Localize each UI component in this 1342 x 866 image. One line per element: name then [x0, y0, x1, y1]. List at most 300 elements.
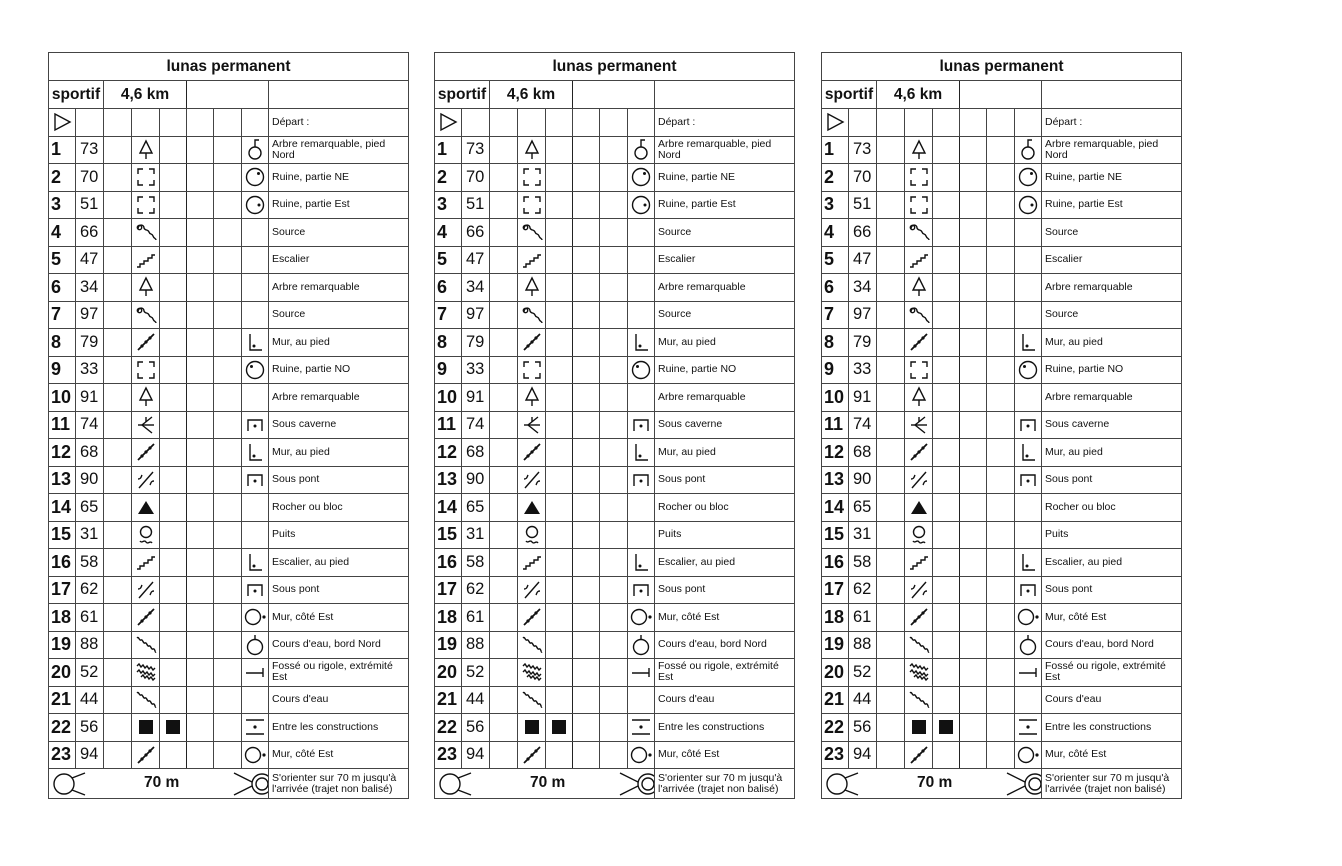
header-blank: [187, 81, 269, 109]
empty-cell: [490, 604, 518, 632]
control-code: 44: [462, 686, 490, 714]
control-number: 19: [435, 631, 462, 659]
empty-cell: [546, 109, 573, 137]
empty-cell: [214, 439, 242, 467]
control-row: [435, 439, 795, 467]
control-number: 1: [435, 136, 462, 164]
empty-cell: [573, 329, 600, 357]
symbol-cell: [628, 164, 655, 192]
empty-cell: [877, 384, 905, 412]
control-number: 23: [49, 741, 76, 769]
control-row: [822, 466, 1182, 494]
nw-part-icon: [1015, 359, 1041, 381]
empty-cell: [573, 384, 600, 412]
empty-cell: [546, 439, 573, 467]
control-row: [49, 659, 409, 687]
symbol-cell: [905, 191, 933, 219]
empty-cell: [490, 329, 518, 357]
control-row: [435, 356, 795, 384]
empty-cell: [960, 411, 987, 439]
control-code: 70: [849, 164, 877, 192]
empty-cell: [600, 191, 628, 219]
empty-cell: [987, 494, 1015, 522]
stairway-icon: [905, 552, 932, 572]
control-row: [822, 576, 1182, 604]
control-row: [435, 714, 795, 742]
empty-cell: [600, 714, 628, 742]
empty-cell: [573, 439, 600, 467]
symbol-cell: [628, 631, 655, 659]
control-description: Escalier: [655, 246, 795, 274]
empty-cell: [187, 274, 214, 302]
control-number: 13: [49, 466, 76, 494]
empty-cell: [187, 136, 214, 164]
start-cell: [822, 109, 849, 137]
control-description: Arbre remarquable: [655, 274, 795, 302]
empty-cell: [600, 521, 628, 549]
empty-cell: [546, 576, 573, 604]
symbol-cell: [518, 301, 546, 329]
control-number: 16: [49, 549, 76, 577]
control-row: [822, 136, 1182, 164]
empty-cell: [160, 384, 187, 412]
control-code: 58: [462, 549, 490, 577]
control-number: 12: [49, 439, 76, 467]
empty-cell: [960, 246, 987, 274]
watercourse-icon: [132, 689, 159, 711]
empty-cell: [104, 136, 132, 164]
wall-icon: [518, 744, 545, 766]
control-description: Sous caverne: [269, 411, 409, 439]
symbol-cell: [1015, 659, 1042, 687]
empty-cell: [573, 246, 600, 274]
symbol-cell: [132, 356, 160, 384]
empty-cell: [160, 136, 187, 164]
control-description: Sous caverne: [1042, 411, 1182, 439]
tree-icon: [905, 139, 932, 161]
empty-cell: [187, 329, 214, 357]
control-number: 20: [49, 659, 76, 687]
empty-cell: [214, 411, 242, 439]
empty-cell: [242, 219, 269, 247]
empty-cell: [214, 659, 242, 687]
well-icon: [905, 524, 932, 546]
empty-cell: [877, 741, 905, 769]
control-row: [49, 631, 409, 659]
empty-cell: [987, 356, 1015, 384]
empty-cell: [600, 274, 628, 302]
control-description: Sous pont: [655, 466, 795, 494]
empty-cell: [104, 439, 132, 467]
control-number: 16: [822, 549, 849, 577]
empty-cell: [104, 741, 132, 769]
control-row: [435, 521, 795, 549]
empty-cell: [104, 494, 132, 522]
control-code: 47: [76, 246, 104, 274]
empty-cell: [573, 576, 600, 604]
control-code: 74: [849, 411, 877, 439]
empty-cell: [573, 741, 600, 769]
control-row: [49, 686, 409, 714]
building-icon: [132, 718, 159, 736]
symbol-cell: [1015, 466, 1042, 494]
tree-icon: [132, 276, 159, 298]
empty-cell: [960, 301, 987, 329]
foot-icon: [242, 441, 268, 463]
empty-cell: [546, 164, 573, 192]
symbol-cell: [628, 659, 655, 687]
tree-icon: [132, 386, 159, 408]
empty-cell: [104, 274, 132, 302]
empty-cell: [214, 329, 242, 357]
symbol-cell: [132, 466, 160, 494]
control-description: Mur, côté Est: [1042, 741, 1182, 769]
beneath-icon: [242, 471, 268, 489]
empty-cell: [546, 136, 573, 164]
tree-icon: [518, 386, 545, 408]
control-code: 91: [849, 384, 877, 412]
empty-cell: [628, 246, 655, 274]
empty-cell: [600, 576, 628, 604]
empty-cell: [160, 246, 187, 274]
symbol-cell: [1015, 631, 1042, 659]
control-description: Arbre remarquable: [655, 384, 795, 412]
ne-part-icon: [628, 166, 654, 188]
control-code: 56: [76, 714, 104, 742]
control-description: Arbre remarquable, pied Nord: [655, 136, 795, 164]
empty-cell: [933, 329, 960, 357]
control-row: [435, 631, 795, 659]
watercourse-icon: [518, 634, 545, 656]
start-label: Départ :: [269, 109, 409, 137]
finish-distance: 70 m: [917, 774, 953, 791]
empty-cell: [628, 521, 655, 549]
control-number: 13: [822, 466, 849, 494]
empty-cell: [987, 741, 1015, 769]
empty-cell: [490, 466, 518, 494]
control-description: Ruine, partie Est: [655, 191, 795, 219]
control-number: 22: [435, 714, 462, 742]
empty-cell: [933, 439, 960, 467]
empty-cell: [490, 109, 518, 137]
control-code: 88: [462, 631, 490, 659]
control-row: [49, 384, 409, 412]
ne-part-icon: [242, 166, 268, 188]
control-row: [49, 274, 409, 302]
empty-cell: [573, 521, 600, 549]
control-code: 56: [849, 714, 877, 742]
bridge-icon: [132, 469, 159, 491]
control-row: [822, 604, 1182, 632]
control-number: 2: [822, 164, 849, 192]
empty-cell: [214, 631, 242, 659]
spring-icon: [132, 221, 159, 243]
empty-cell: [242, 301, 269, 329]
symbol-cell: [905, 219, 933, 247]
control-row: [822, 439, 1182, 467]
empty-cell: [600, 164, 628, 192]
control-number: 9: [435, 356, 462, 384]
symbol-cell: [518, 136, 546, 164]
finish-cell: [435, 769, 655, 799]
empty-cell: [987, 246, 1015, 274]
empty-cell: [546, 411, 573, 439]
control-description: Escalier: [1042, 246, 1182, 274]
empty-cell: [877, 714, 905, 742]
ruin-icon: [518, 166, 545, 188]
empty-cell: [546, 604, 573, 632]
east-part-icon: [1015, 194, 1041, 216]
building-icon: [546, 718, 572, 736]
empty-cell: [214, 494, 242, 522]
control-number: 4: [49, 219, 76, 247]
empty-cell: [1015, 219, 1042, 247]
control-code: 74: [76, 411, 104, 439]
control-description: Arbre remarquable, pied Nord: [1042, 136, 1182, 164]
control-description: Rocher ou bloc: [269, 494, 409, 522]
empty-cell: [1015, 521, 1042, 549]
control-code: 47: [849, 246, 877, 274]
control-description: Mur, côté Est: [269, 741, 409, 769]
empty-cell: [987, 576, 1015, 604]
symbol-cell: [905, 301, 933, 329]
last-control-icon: [824, 771, 868, 799]
control-row: [822, 494, 1182, 522]
symbol-cell: [905, 411, 933, 439]
symbol-cell: [905, 136, 933, 164]
control-number: 21: [822, 686, 849, 714]
empty-cell: [160, 659, 187, 687]
course-length: 4,6 km: [877, 81, 960, 109]
control-description: Source: [1042, 301, 1182, 329]
empty-cell: [960, 439, 987, 467]
symbol-cell: [242, 576, 269, 604]
empty-cell: [600, 494, 628, 522]
symbol-cell: [518, 494, 546, 522]
wall-icon: [905, 331, 932, 353]
empty-cell: [600, 246, 628, 274]
empty-cell: [987, 136, 1015, 164]
control-description: Fossé ou rigole, extrémité Est: [269, 659, 409, 687]
empty-cell: [104, 604, 132, 632]
symbol-cell: [933, 714, 960, 742]
stairway-icon: [905, 250, 932, 270]
empty-cell: [600, 439, 628, 467]
symbol-cell: [518, 411, 546, 439]
empty-cell: [490, 549, 518, 577]
control-number: 21: [435, 686, 462, 714]
empty-cell: [104, 164, 132, 192]
symbol-cell: [518, 329, 546, 357]
empty-cell: [214, 191, 242, 219]
control-description: Cours d'eau: [1042, 686, 1182, 714]
symbol-cell: [242, 741, 269, 769]
control-number: 21: [49, 686, 76, 714]
east-part-icon: [242, 194, 268, 216]
foot-icon: [1015, 441, 1041, 463]
description-sheet-3: [821, 52, 1181, 799]
symbol-cell: [242, 466, 269, 494]
empty-cell: [933, 191, 960, 219]
empty-cell: [214, 466, 242, 494]
control-row: [435, 411, 795, 439]
empty-cell: [160, 494, 187, 522]
finish-distance: 70 m: [530, 774, 566, 791]
empty-cell: [960, 191, 987, 219]
empty-cell: [214, 384, 242, 412]
empty-cell: [490, 439, 518, 467]
control-row: [822, 329, 1182, 357]
bridge-icon: [905, 579, 932, 601]
empty-cell: [877, 164, 905, 192]
symbol-cell: [132, 274, 160, 302]
empty-cell: [877, 191, 905, 219]
empty-cell: [104, 356, 132, 384]
empty-cell: [1015, 109, 1042, 137]
empty-cell: [104, 659, 132, 687]
wall-icon: [132, 606, 159, 628]
control-number: 14: [822, 494, 849, 522]
empty-cell: [187, 659, 214, 687]
control-description: Source: [1042, 219, 1182, 247]
control-description: Rocher ou bloc: [1042, 494, 1182, 522]
empty-cell: [987, 659, 1015, 687]
control-description: Escalier, au pied: [1042, 549, 1182, 577]
control-code: 90: [76, 466, 104, 494]
empty-cell: [933, 136, 960, 164]
control-row: [49, 219, 409, 247]
symbol-cell: [905, 274, 933, 302]
symbol-cell: [132, 164, 160, 192]
building-icon: [933, 718, 959, 736]
empty-cell: [877, 411, 905, 439]
control-number: 7: [822, 301, 849, 329]
control-description: Source: [655, 219, 795, 247]
header-blank: [573, 81, 655, 109]
event-title: lunas permanent: [49, 53, 409, 81]
control-code: 33: [462, 356, 490, 384]
symbol-cell: [242, 714, 269, 742]
ruin-icon: [132, 166, 159, 188]
symbol-cell: [1015, 191, 1042, 219]
empty-cell: [490, 246, 518, 274]
control-description: Ruine, partie Est: [269, 191, 409, 219]
nw-part-icon: [628, 359, 654, 381]
symbol-cell: [628, 439, 655, 467]
empty-cell: [490, 411, 518, 439]
symbol-cell: [905, 714, 933, 742]
empty-cell: [987, 686, 1015, 714]
control-row: [435, 219, 795, 247]
symbol-cell: [518, 439, 546, 467]
wall-icon: [905, 441, 932, 463]
symbol-cell: [132, 191, 160, 219]
finish-distance: 70 m: [144, 774, 180, 791]
empty-cell: [600, 466, 628, 494]
empty-cell: [905, 109, 933, 137]
symbol-cell: [132, 631, 160, 659]
empty-cell: [877, 466, 905, 494]
symbol-cell: [905, 356, 933, 384]
symbol-cell: [905, 494, 933, 522]
empty-cell: [546, 741, 573, 769]
symbol-cell: [160, 714, 187, 742]
ruin-icon: [518, 194, 545, 216]
empty-cell: [160, 466, 187, 494]
symbol-cell: [132, 521, 160, 549]
symbol-cell: [905, 576, 933, 604]
control-code: 66: [76, 219, 104, 247]
control-row: [435, 384, 795, 412]
control-number: 3: [822, 191, 849, 219]
title-row: [435, 53, 795, 81]
empty-cell: [104, 109, 132, 137]
control-number: 7: [435, 301, 462, 329]
ruin-icon: [905, 194, 932, 216]
empty-cell: [933, 301, 960, 329]
control-code: 33: [849, 356, 877, 384]
building-icon: [905, 718, 932, 736]
control-row: [822, 659, 1182, 687]
empty-cell: [187, 521, 214, 549]
control-description: Escalier, au pied: [655, 549, 795, 577]
empty-cell: [187, 741, 214, 769]
empty-cell: [160, 576, 187, 604]
last-control-icon: [51, 771, 95, 799]
control-number: 10: [49, 384, 76, 412]
empty-cell: [546, 384, 573, 412]
empty-cell: [960, 659, 987, 687]
control-number: 11: [49, 411, 76, 439]
control-row: [435, 576, 795, 604]
cave-icon: [518, 414, 545, 436]
wall-icon: [132, 441, 159, 463]
empty-cell: [214, 741, 242, 769]
empty-cell: [160, 191, 187, 219]
empty-cell: [960, 329, 987, 357]
control-description: Mur, côté Est: [655, 741, 795, 769]
symbol-cell: [242, 136, 269, 164]
empty-cell: [573, 604, 600, 632]
stairway-icon: [518, 552, 545, 572]
symbol-cell: [518, 549, 546, 577]
empty-cell: [160, 686, 187, 714]
control-number: 13: [435, 466, 462, 494]
stairway-icon: [132, 552, 159, 572]
course-category: sportif: [435, 81, 490, 109]
control-description: Arbre remarquable: [269, 384, 409, 412]
empty-cell: [242, 494, 269, 522]
watercourse-icon: [905, 634, 932, 656]
empty-cell: [187, 631, 214, 659]
symbol-cell: [546, 714, 573, 742]
control-description: Sous pont: [269, 466, 409, 494]
empty-cell: [160, 631, 187, 659]
north-edge-icon: [242, 633, 268, 657]
control-code: 68: [849, 439, 877, 467]
control-description: Mur, côté Est: [655, 604, 795, 632]
symbol-cell: [1015, 356, 1042, 384]
empty-cell: [987, 329, 1015, 357]
empty-cell: [960, 631, 987, 659]
between-icon: [628, 717, 654, 737]
empty-cell: [187, 714, 214, 742]
empty-cell: [933, 549, 960, 577]
beneath-icon: [242, 581, 268, 599]
control-row: [822, 274, 1182, 302]
symbol-cell: [518, 466, 546, 494]
symbol-cell: [905, 659, 933, 687]
